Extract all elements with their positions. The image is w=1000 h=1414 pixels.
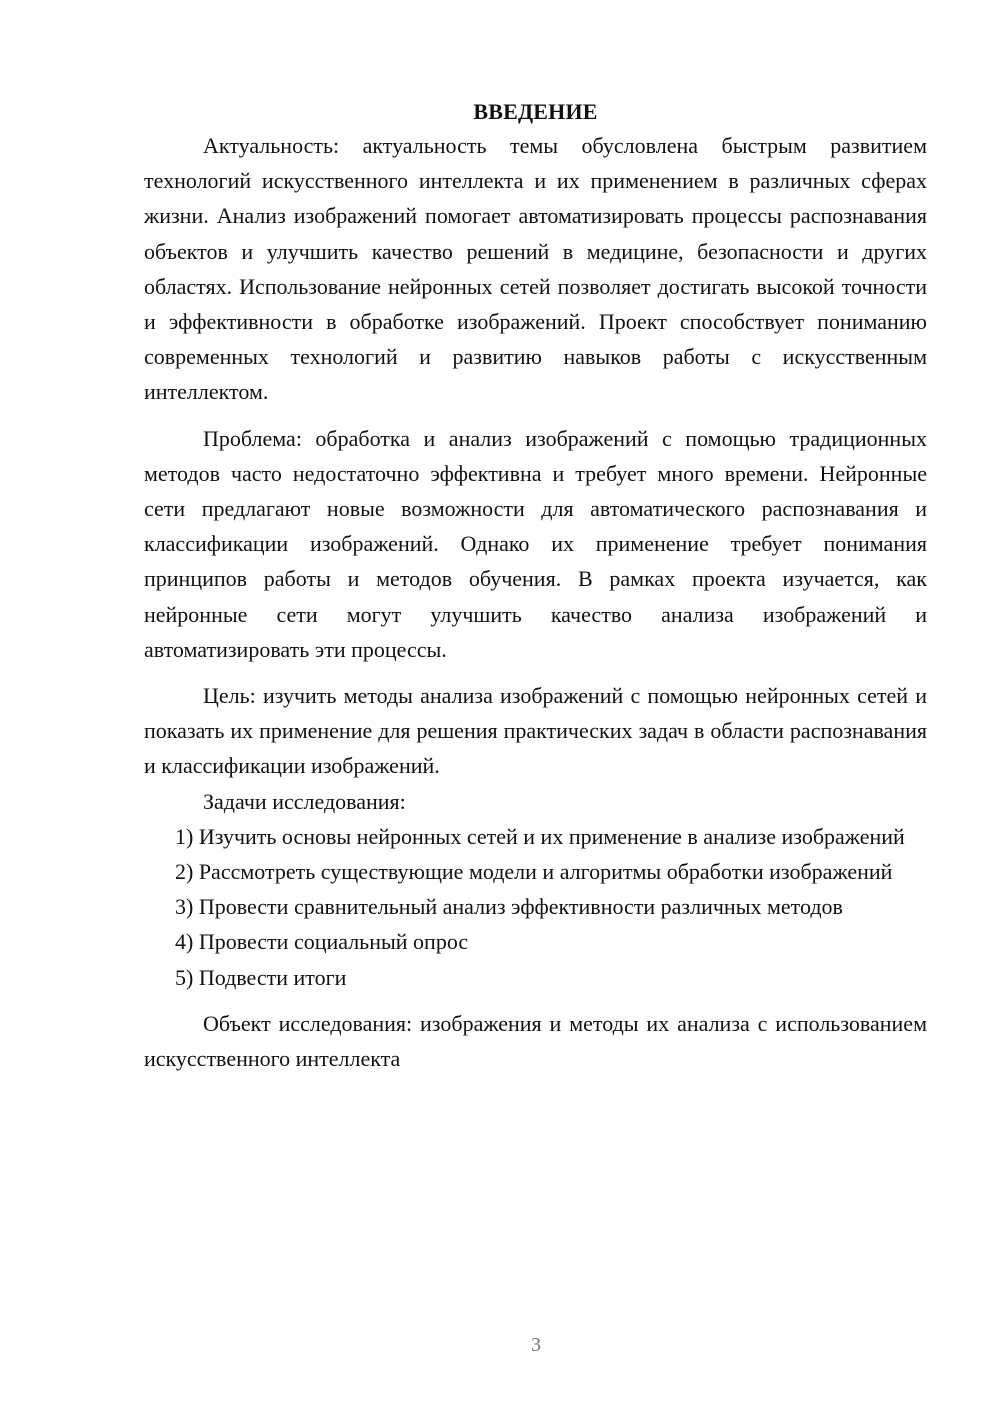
task-item-5: 5) Подвести итоги — [175, 964, 347, 990]
page-content — [144, 94, 927, 1076]
problem-paragraph: Проблема: обработка и анализ изображений с помощью традиционных методов часто недостаточно эффективна и требует много времени. Нейронные сети предлагают новые возможности для автоматического распознавания и классификации изображений. Однако их применение требует понимания принципов работы и методов обучения. В рамках проекта изучается, как нейронные сети могут улучшить качество анализа изображений и автоматизировать эти процессы. — [144, 425, 927, 662]
section-title: ВВЕДЕНИЕ — [473, 99, 598, 124]
relevance-paragraph: Актуальность: актуальность темы обусловлена быстрым развитием технологий искусственного интеллекта и их применением в различных сферах жизни. Анализ изображений помогает автоматизировать процессы распознавания объектов и улучшить качество решений в медицине, безопасности и других областях. Использование нейронных сетей позволяет достигать высокой точности и эффективности в обработке изображений. Проект способствует пониманию современных технологий и развитию навыков работы с искусственным интеллектом. — [144, 133, 927, 405]
tasks-heading: Задачи исследования: — [203, 788, 406, 814]
task-item-3: 3) Провести сравнительный анализ эффективности различных методов — [175, 894, 843, 920]
task-item-2: 2) Рассмотреть существующие модели и алгоритмы обработки изображений — [175, 859, 893, 885]
task-item-1: 1) Изучить основы нейронных сетей и их применение в анализе изображений — [175, 823, 905, 849]
page-number: 3 — [531, 1334, 541, 1356]
goal-paragraph: Цель: изучить методы анализа изображений с помощью нейронных сетей и показать их применение для решения практических задач в области распознавания и классификации изображений. — [144, 683, 927, 779]
task-item-4: 4) Провести социальный опрос — [175, 929, 469, 955]
object-paragraph: Объект исследования: изображения и методы их анализа с использованием искусственного интеллекта — [144, 1010, 927, 1072]
